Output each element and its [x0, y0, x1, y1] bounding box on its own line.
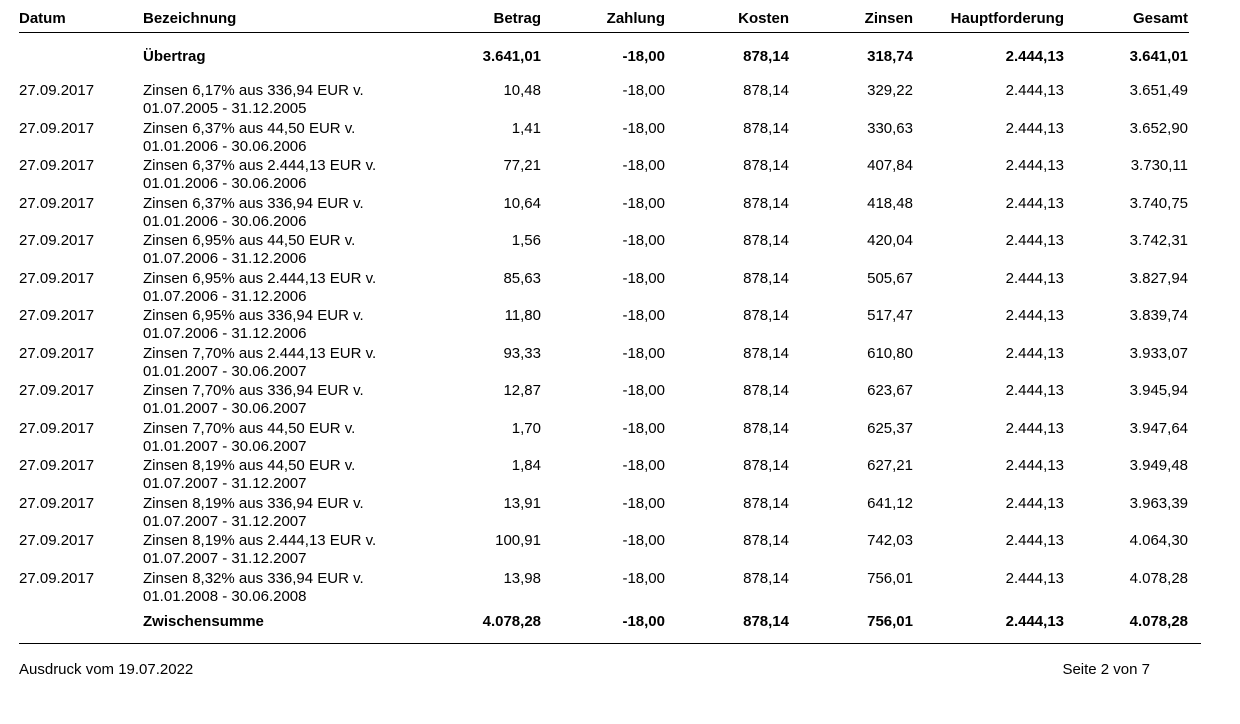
row-zinsen: 623,67 — [867, 382, 913, 399]
row-zahlung: -18,00 — [622, 119, 665, 137]
row-betrag: 93,33 — [503, 344, 541, 362]
row-hauptforderung: 2.444,13 — [1005, 457, 1064, 474]
row-bezeichnung-line1: Zinsen 6,95% aus 336,94 EUR v. — [143, 307, 364, 324]
table-row — [0, 570, 1240, 608]
zwischensumme-betrag: 4.078,28 — [482, 613, 541, 630]
row-bezeichnung — [143, 420, 355, 456]
row-gesamt: 3.947,64 — [1129, 419, 1188, 437]
table-row — [0, 82, 1240, 120]
row-zahlung: -18,00 — [622, 569, 665, 587]
row-betrag: 13,98 — [503, 569, 541, 587]
zwischensumme-hauptforderung: 2.444,13 — [1005, 613, 1064, 630]
row-bezeichnung-line2: 01.07.2005 - 31.12.2005 — [143, 100, 307, 117]
row-zinsen: 627,21 — [867, 457, 913, 474]
row-datum: 27.09.2017 — [19, 457, 95, 474]
row-bezeichnung — [143, 307, 364, 343]
row-kosten: 878,14 — [743, 157, 789, 174]
row-betrag: 1,70 — [511, 419, 541, 437]
row-bezeichnung — [143, 232, 355, 268]
row-bezeichnung — [143, 532, 376, 568]
row-bezeichnung — [143, 570, 364, 606]
row-zahlung: -18,00 — [622, 82, 665, 99]
row-zahlung: -18,00 — [622, 532, 665, 549]
row-betrag: 100,91 — [495, 532, 541, 549]
row-datum: 27.09.2017 — [19, 494, 95, 512]
row-zinsen: 329,22 — [867, 82, 913, 99]
header-zahlung: Zahlung — [606, 10, 665, 27]
row-hauptforderung: 2.444,13 — [1005, 82, 1064, 99]
row-betrag: 1,84 — [511, 457, 541, 474]
row-bezeichnung-line2: 01.07.2006 - 31.12.2006 — [143, 325, 307, 342]
row-bezeichnung — [143, 195, 364, 231]
row-bezeichnung — [143, 495, 364, 531]
row-gesamt: 3.652,90 — [1129, 119, 1188, 137]
table-row — [0, 532, 1240, 570]
row-zahlung: -18,00 — [622, 419, 665, 437]
row-bezeichnung-line2: 01.07.2007 - 31.12.2007 — [143, 512, 307, 530]
table-row — [0, 270, 1240, 308]
uebertrag-label: Übertrag — [143, 48, 206, 65]
row-bezeichnung-line2: 01.01.2007 - 30.06.2007 — [143, 362, 307, 380]
header-divider — [19, 32, 1189, 33]
row-hauptforderung: 2.444,13 — [1005, 419, 1064, 437]
row-bezeichnung — [143, 82, 364, 118]
row-bezeichnung-line1: Zinsen 8,19% aus 2.444,13 EUR v. — [143, 532, 377, 549]
row-gesamt: 3.827,94 — [1129, 269, 1188, 287]
row-gesamt: 4.064,30 — [1129, 532, 1188, 549]
row-datum: 27.09.2017 — [19, 82, 95, 99]
zwischensumme-label: Zwischensumme — [143, 613, 264, 630]
uebertrag-hauptforderung: 2.444,13 — [1005, 48, 1064, 65]
table-row — [0, 307, 1240, 345]
footer-divider — [19, 643, 1201, 644]
header-gesamt: Gesamt — [1132, 10, 1188, 27]
row-bezeichnung — [143, 345, 376, 381]
row-hauptforderung: 2.444,13 — [1005, 157, 1064, 174]
row-kosten: 878,14 — [743, 569, 789, 587]
row-kosten: 878,14 — [743, 457, 789, 474]
row-datum: 27.09.2017 — [19, 382, 95, 399]
zwischensumme-gesamt: 4.078,28 — [1129, 613, 1188, 630]
row-zahlung: -18,00 — [622, 194, 665, 212]
row-hauptforderung: 2.444,13 — [1005, 194, 1064, 212]
row-kosten: 878,14 — [743, 307, 789, 324]
row-kosten: 878,14 — [743, 344, 789, 362]
interest-rows — [0, 82, 1240, 607]
row-datum: 27.09.2017 — [19, 232, 95, 249]
row-hauptforderung: 2.444,13 — [1005, 569, 1064, 587]
row-hauptforderung: 2.444,13 — [1005, 344, 1064, 362]
header-kosten: Kosten — [738, 10, 789, 27]
row-bezeichnung-line1: Zinsen 6,37% aus 2.444,13 EUR v. — [143, 157, 377, 174]
row-bezeichnung-line1: Zinsen 6,95% aus 2.444,13 EUR v. — [143, 269, 377, 287]
row-gesamt: 3.933,07 — [1129, 344, 1188, 362]
uebertrag-row — [0, 48, 1240, 68]
zwischensumme-kosten: 878,14 — [743, 613, 789, 630]
row-kosten: 878,14 — [743, 82, 789, 99]
row-bezeichnung-line2: 01.01.2006 - 30.06.2006 — [143, 175, 307, 192]
uebertrag-kosten: 878,14 — [743, 48, 789, 65]
row-hauptforderung: 2.444,13 — [1005, 494, 1064, 512]
row-hauptforderung: 2.444,13 — [1005, 532, 1064, 549]
row-betrag: 10,48 — [503, 82, 541, 99]
row-bezeichnung — [143, 382, 364, 418]
row-bezeichnung-line2: 01.01.2007 - 30.06.2007 — [143, 437, 307, 455]
row-gesamt: 3.945,94 — [1129, 382, 1188, 399]
row-hauptforderung: 2.444,13 — [1005, 119, 1064, 137]
row-kosten: 878,14 — [743, 232, 789, 249]
row-bezeichnung-line2: 01.07.2007 - 31.12.2007 — [143, 550, 307, 567]
table-row — [0, 157, 1240, 195]
row-zahlung: -18,00 — [622, 457, 665, 474]
row-bezeichnung — [143, 270, 376, 306]
header-bezeichnung: Bezeichnung — [143, 10, 237, 27]
row-gesamt: 3.742,31 — [1129, 232, 1188, 249]
row-kosten: 878,14 — [743, 269, 789, 287]
row-gesamt: 3.839,74 — [1129, 307, 1188, 324]
row-zinsen: 625,37 — [867, 419, 913, 437]
row-datum: 27.09.2017 — [19, 419, 95, 437]
row-kosten: 878,14 — [743, 494, 789, 512]
row-datum: 27.09.2017 — [19, 269, 95, 287]
row-gesamt: 3.651,49 — [1129, 82, 1188, 99]
row-kosten: 878,14 — [743, 419, 789, 437]
row-datum: 27.09.2017 — [19, 569, 95, 587]
row-zinsen: 505,67 — [867, 269, 913, 287]
uebertrag-zahlung: -18,00 — [622, 48, 665, 65]
row-zahlung: -18,00 — [622, 494, 665, 512]
row-bezeichnung-line1: Zinsen 7,70% aus 44,50 EUR v. — [143, 419, 356, 437]
row-bezeichnung-line1: Zinsen 6,17% aus 336,94 EUR v. — [143, 82, 364, 99]
row-zahlung: -18,00 — [622, 344, 665, 362]
row-gesamt: 3.949,48 — [1129, 457, 1188, 474]
row-zinsen: 742,03 — [867, 532, 913, 549]
row-betrag: 1,41 — [511, 119, 541, 137]
row-zinsen: 330,63 — [867, 119, 913, 137]
row-kosten: 878,14 — [743, 382, 789, 399]
row-zahlung: -18,00 — [622, 269, 665, 287]
zwischensumme-zinsen: 756,01 — [867, 613, 913, 630]
row-zinsen: 641,12 — [867, 494, 913, 512]
table-row — [0, 232, 1240, 270]
row-gesamt: 3.740,75 — [1129, 194, 1188, 212]
row-betrag: 13,91 — [503, 494, 541, 512]
row-betrag: 10,64 — [503, 194, 541, 212]
row-hauptforderung: 2.444,13 — [1005, 232, 1064, 249]
row-gesamt: 3.963,39 — [1129, 494, 1188, 512]
row-bezeichnung-line1: Zinsen 8,19% aus 44,50 EUR v. — [143, 457, 356, 474]
row-zahlung: -18,00 — [622, 382, 665, 399]
table-row — [0, 420, 1240, 458]
header-datum: Datum — [19, 10, 66, 27]
table-row — [0, 120, 1240, 158]
row-zinsen: 420,04 — [867, 232, 913, 249]
row-zinsen: 517,47 — [867, 307, 913, 324]
uebertrag-zinsen: 318,74 — [867, 48, 913, 65]
row-zinsen: 610,80 — [867, 344, 913, 362]
row-bezeichnung-line2: 01.07.2006 - 31.12.2006 — [143, 250, 307, 267]
table-row — [0, 195, 1240, 233]
row-datum: 27.09.2017 — [19, 194, 95, 212]
row-datum: 27.09.2017 — [19, 344, 95, 362]
row-bezeichnung — [143, 457, 355, 493]
row-bezeichnung-line1: Zinsen 8,19% aus 336,94 EUR v. — [143, 494, 364, 512]
row-bezeichnung-line1: Zinsen 8,32% aus 336,94 EUR v. — [143, 569, 364, 587]
row-betrag: 11,80 — [504, 307, 541, 324]
header-zinsen: Zinsen — [864, 10, 913, 27]
row-zinsen: 418,48 — [867, 194, 913, 212]
row-bezeichnung-line2: 01.01.2008 - 30.06.2008 — [143, 587, 307, 605]
row-kosten: 878,14 — [743, 119, 789, 137]
row-bezeichnung-line1: Zinsen 7,70% aus 2.444,13 EUR v. — [143, 344, 377, 362]
row-bezeichnung — [143, 120, 355, 156]
row-zahlung: -18,00 — [622, 307, 665, 324]
row-zahlung: -18,00 — [622, 232, 665, 249]
print-date: Ausdruck vom 19.07.2022 — [19, 661, 194, 678]
header-betrag: Betrag — [493, 10, 541, 27]
row-kosten: 878,14 — [743, 532, 789, 549]
row-bezeichnung-line2: 01.01.2006 - 30.06.2006 — [143, 137, 307, 155]
row-datum: 27.09.2017 — [19, 532, 95, 549]
row-bezeichnung-line2: 01.07.2007 - 31.12.2007 — [143, 475, 307, 492]
row-gesamt: 4.078,28 — [1129, 569, 1188, 587]
row-betrag: 85,63 — [503, 269, 541, 287]
row-bezeichnung-line1: Zinsen 6,95% aus 44,50 EUR v. — [143, 232, 356, 249]
row-betrag: 12,87 — [503, 382, 541, 399]
row-hauptforderung: 2.444,13 — [1005, 307, 1064, 324]
table-row — [0, 382, 1240, 420]
uebertrag-betrag: 3.641,01 — [482, 48, 541, 65]
zwischensumme-zahlung: -18,00 — [622, 613, 665, 630]
row-bezeichnung-line2: 01.01.2007 - 30.06.2007 — [143, 400, 307, 417]
row-bezeichnung-line2: 01.01.2006 - 30.06.2006 — [143, 212, 307, 230]
row-betrag: 1,56 — [511, 232, 541, 249]
row-hauptforderung: 2.444,13 — [1005, 269, 1064, 287]
table-row — [0, 495, 1240, 533]
row-zinsen: 407,84 — [867, 157, 913, 174]
row-datum: 27.09.2017 — [19, 119, 95, 137]
row-bezeichnung-line2: 01.07.2006 - 31.12.2006 — [143, 287, 307, 305]
page-number: Seite 2 von 7 — [1062, 661, 1150, 678]
row-datum: 27.09.2017 — [19, 157, 95, 174]
row-kosten: 878,14 — [743, 194, 789, 212]
row-hauptforderung: 2.444,13 — [1005, 382, 1064, 399]
row-zahlung: -18,00 — [622, 157, 665, 174]
table-header — [0, 10, 1240, 30]
row-datum: 27.09.2017 — [19, 307, 95, 324]
row-gesamt: 3.730,11 — [1130, 157, 1188, 174]
header-hauptforderung: Hauptforderung — [950, 10, 1064, 27]
table-row — [0, 345, 1240, 383]
row-bezeichnung — [143, 157, 376, 193]
row-bezeichnung-line1: Zinsen 6,37% aus 336,94 EUR v. — [143, 194, 364, 212]
row-bezeichnung-line1: Zinsen 6,37% aus 44,50 EUR v. — [143, 119, 356, 137]
row-betrag: 77,21 — [503, 157, 541, 174]
table-row — [0, 457, 1240, 495]
row-zinsen: 756,01 — [867, 569, 913, 587]
uebertrag-gesamt: 3.641,01 — [1129, 48, 1188, 65]
zwischensumme-row — [0, 613, 1240, 633]
row-bezeichnung-line1: Zinsen 7,70% aus 336,94 EUR v. — [143, 382, 364, 399]
